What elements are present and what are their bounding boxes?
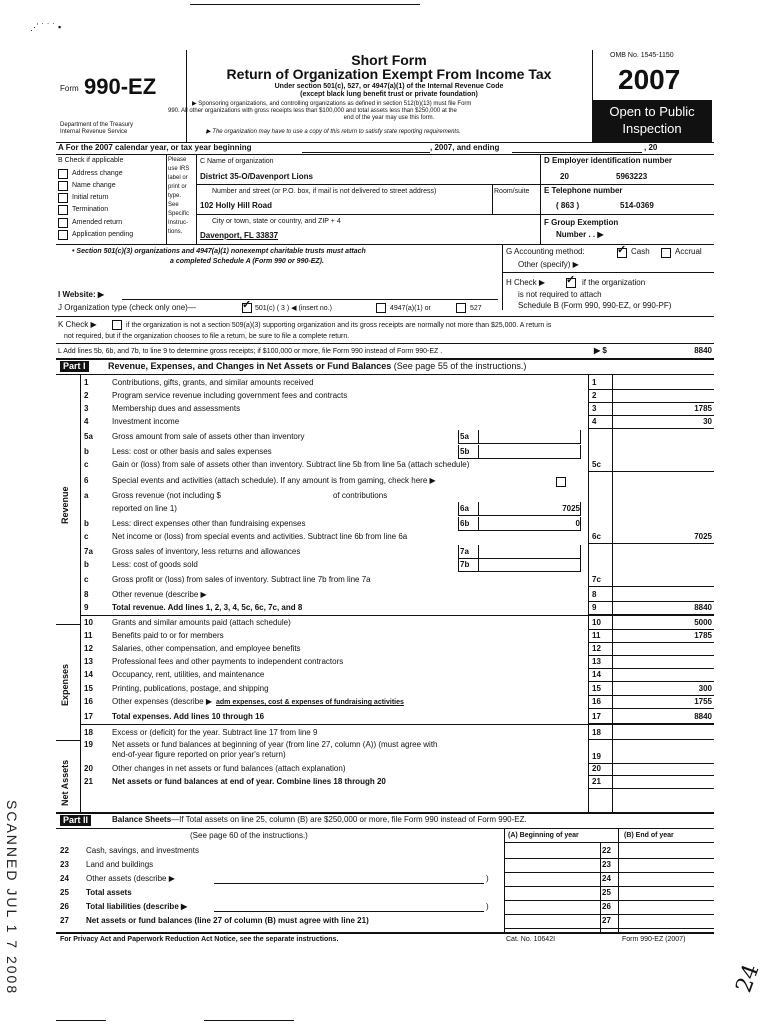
city-label: City or town, state or country, and ZIP + 4 xyxy=(212,218,341,225)
line-26-number: 19 xyxy=(84,740,93,749)
line-22-amount[interactable]: 300 xyxy=(698,684,712,693)
4947-label: 4947(a)(1) or xyxy=(390,305,431,312)
dept-treasury: Department of the Treasury xyxy=(60,122,134,128)
gross-receipts-label: L Add lines 5b, 6b, and 7b, to line 9 to determine gross receipts; if $100,000 or more, file Form 990 instead of Form 990-EZ . xyxy=(58,348,443,355)
bs-line-26-label: Total liabilities (describe ▶ xyxy=(86,902,188,911)
line-16-number: 9 xyxy=(84,603,89,612)
4947-checkbox[interactable] xyxy=(376,303,386,313)
scanned-stamp: SCANNED JUL 1 7 2008 xyxy=(4,800,20,996)
check-mark-icon: ✓ xyxy=(566,274,576,286)
line-12-sub-number: 7a xyxy=(460,547,469,556)
line-11-amount[interactable]: 7025 xyxy=(694,532,712,541)
bs-line-27-number: 27 xyxy=(60,916,69,925)
line-18-label: Benefits paid to or for members xyxy=(112,631,224,640)
line-10-sub-number: 6b xyxy=(460,519,470,528)
line-22-number: 15 xyxy=(84,684,93,693)
section-501-note: • Section 501(c)(3) organizations and 4947(a)(1) nonexempt charitable trusts must attach xyxy=(72,248,366,255)
initial-return-label: Initial return xyxy=(72,194,109,201)
part-2-title: Balance Sheets—If Total assets on line 25, column (B) are $250,000 or more, file Form 990 instead of Form 990-EZ. xyxy=(112,815,527,824)
bs-line-26-paren: ) xyxy=(486,902,489,911)
expenses-side-label: Expenses xyxy=(60,663,70,706)
form-number: 990-EZ xyxy=(84,74,157,99)
k-check-label: K Check ▶ xyxy=(58,320,97,329)
line-22-label: Printing, publications, postage, and shipping xyxy=(112,684,269,693)
bs-line-26-number: 26 xyxy=(60,902,69,911)
b-check-label: B Check if applicable xyxy=(58,157,124,164)
line-24-number: 17 xyxy=(84,712,93,721)
line-23-number: 16 xyxy=(84,697,93,706)
line-3-amount[interactable]: 30 xyxy=(703,417,712,426)
line-17-box-number: 10 xyxy=(592,618,601,627)
gross-receipts-value[interactable]: 8840 xyxy=(694,346,712,355)
line-14-box-number: 7c xyxy=(592,575,601,584)
line-6-number: c xyxy=(84,460,89,469)
line-19-label: Salaries, other compensation, and employee benefits xyxy=(112,644,301,653)
sponsoring-line1: ▶ Sponsoring organizations, and controlling organizations as defined in section 512(b)(13) must file Form xyxy=(192,101,472,107)
line-0-number: 1 xyxy=(84,378,89,387)
line-16-amount[interactable]: 8840 xyxy=(694,603,712,612)
k-check-text-2: not required, but if the organization chooses to file a return, be sure to file a complete return. xyxy=(64,333,350,340)
name-change-checkbox[interactable] xyxy=(58,181,68,191)
open-public-label: Open to Public xyxy=(609,104,695,119)
line-18-amount[interactable]: 1785 xyxy=(694,631,712,640)
line-14-number: c xyxy=(84,575,89,584)
except-note: (except black lung benefit trust or private foundation) xyxy=(300,91,478,98)
line-23-amount[interactable]: 1755 xyxy=(694,697,712,706)
termination-checkbox[interactable] xyxy=(58,205,68,215)
line-20-number: 13 xyxy=(84,657,93,666)
line-8-number: a xyxy=(84,491,89,500)
line-10-number: b xyxy=(84,519,89,528)
phone-label: E Telephone number xyxy=(544,186,623,195)
accrual-checkbox[interactable] xyxy=(661,248,671,258)
bs-line-25-box-number: 25 xyxy=(602,888,611,897)
part-2-see-note: (See page 60 of the instructions.) xyxy=(190,831,308,840)
bs-line-25-number: 25 xyxy=(60,888,69,897)
accrual-label: Accrual xyxy=(675,247,702,256)
name-change-label: Name change xyxy=(72,182,116,189)
line-15-label: Other revenue (describe ▶ xyxy=(112,590,207,599)
line-19-number: 12 xyxy=(84,644,93,653)
bs-line-25-label: Total assets xyxy=(86,888,132,897)
schedule-a-note: a completed Schedule A (Form 990 or 990-EZ). xyxy=(170,258,324,265)
col-a-header: (A) Beginning of year xyxy=(508,832,579,839)
line-28-box-number: 21 xyxy=(592,777,601,786)
line-26-box-number: 19 xyxy=(592,752,601,761)
line-21-label: Occupancy, rent, utilities, and maintenance xyxy=(112,670,265,679)
cash-label: Cash xyxy=(631,247,650,256)
sponsoring-line3: end of the year may use this form. xyxy=(343,115,435,121)
bs-line-23-box-number: 23 xyxy=(602,860,611,869)
line-9-sub-amount[interactable]: 7025 xyxy=(562,504,580,513)
line-11-box-number: 6c xyxy=(592,532,601,541)
phone-value[interactable]: 514-0369 xyxy=(620,201,654,210)
revenue-side-label: Revenue xyxy=(60,486,70,524)
street-value[interactable]: 102 Holly Hill Road xyxy=(200,201,273,210)
527-checkbox[interactable] xyxy=(456,303,466,313)
line-2-label: Membership dues and assessments xyxy=(112,404,241,413)
h-check-text: if the organization xyxy=(582,278,646,287)
inspection-label: Inspection xyxy=(622,121,682,136)
h-check-text-2: is not required to attach xyxy=(518,290,602,299)
tax-year: 2007 xyxy=(618,64,681,95)
part-1-title: Revenue, Expenses, and Changes in Net Assets or Fund Balances (See page 55 of the instructions.) xyxy=(108,361,527,371)
line-11-label: Net income or (loss) from special events and activities. Subtract line 6b from line 6a xyxy=(112,532,408,541)
termination-label: Termination xyxy=(72,206,109,213)
line-16-label: Total revenue. Add lines 1, 2, 3, 4, 5c, 6c, 7c, and 8 xyxy=(112,603,303,612)
bs-line-24-paren: ) xyxy=(486,874,489,883)
amended-return-label: Amended return xyxy=(72,219,123,226)
group-exemption-label: F Group Exemption xyxy=(544,218,619,227)
line-9-sub-number: 6a xyxy=(460,504,469,513)
phone-area[interactable]: ( 863 ) xyxy=(556,201,580,210)
line-27-number: 20 xyxy=(84,764,93,773)
line-25-label: Excess or (deficit) for the year. Subtract line 17 from line 9 xyxy=(112,728,318,737)
line-4-label: Gross amount from sale of assets other than inventory xyxy=(112,432,305,441)
line-14-label: Gross profit or (loss) from sales of inventory. Subtract line 7b from line 7a xyxy=(112,575,371,584)
line-27-label: Other changes in net assets or fund balances (attach explanation) xyxy=(112,764,346,773)
line-5-number: b xyxy=(84,447,89,456)
privacy-notice: For Privacy Act and Paperwork Reduction Act Notice, see the separate instructions. xyxy=(60,936,339,943)
line-24-box-number: 17 xyxy=(592,712,601,721)
bs-line-27-box-number: 27 xyxy=(602,916,611,925)
line-2-number: 3 xyxy=(84,404,89,413)
line-9-label: reported on line 1) xyxy=(112,504,177,513)
line-26-label: Net assets or fund balances at beginning of year (from line 27, column (A)) (must agree with end-of-year figure reported on prior year's return) xyxy=(112,740,438,759)
please-use-label: Please use IRS label or print or type. See Specific Instruc- tions. xyxy=(168,157,190,235)
line-28-label: Net assets or fund balances at end of year. Combine lines 18 through 20 xyxy=(112,777,386,786)
line-1-number: 2 xyxy=(84,391,89,400)
line-18-number: 11 xyxy=(84,631,93,640)
short-form-title: Short Form xyxy=(351,52,427,68)
copy-note: ▶ The organization may have to use a copy of this return to satisfy state reporting requirements. xyxy=(206,129,461,135)
line-2-amount[interactable]: 1785 xyxy=(694,404,712,413)
line-3-box-number: 4 xyxy=(592,417,597,426)
k-checkbox[interactable] xyxy=(112,320,122,330)
ein-label: D Employer identification number xyxy=(544,156,673,165)
h-check-label: H Check ▶ xyxy=(506,278,546,287)
bs-line-22-number: 22 xyxy=(60,846,69,855)
sponsoring-line2: 990. All other organizations with gross receipts less than $100,000 and total assets less than $250,000 at the xyxy=(168,108,457,114)
org-name-label: C Name of organization xyxy=(200,158,274,165)
org-type-label: J Organization type (check only one)— xyxy=(58,303,196,312)
k-check-text: if the organization is not a section 509(a)(3) supporting organization and its gross receipts are normally not more than $25,000. A return is xyxy=(126,322,552,329)
line-8-label: Gross revenue (not including $ of contributions xyxy=(112,491,388,500)
line-2-box-number: 3 xyxy=(592,404,597,413)
line-19-box-number: 12 xyxy=(592,644,601,653)
check-mark-icon: ✓ xyxy=(242,299,252,311)
application-pending-checkbox[interactable] xyxy=(58,230,68,240)
line-13-label: Less: cost of goods sold xyxy=(112,560,198,569)
line-5-sub-number: 5b xyxy=(460,447,470,456)
line-5-label: Less: cost or other basis and sales expenses xyxy=(112,447,272,456)
address-change-label: Address change xyxy=(72,170,123,177)
initial-return-checkbox[interactable] xyxy=(58,193,68,203)
line-a-end: , 20 xyxy=(644,143,658,152)
bs-line-23-number: 23 xyxy=(60,860,69,869)
city-value[interactable]: Davenport, FL 33837 xyxy=(200,231,279,240)
line-20-box-number: 13 xyxy=(592,657,601,666)
bs-line-24-box-number: 24 xyxy=(602,874,611,883)
line-23-label: Other expenses (describe ▶ adm expenses, cost & expenses of fundraising activities xyxy=(112,697,404,706)
street-label: Number and street (or P.O. box, if mail is not delivered to street address) xyxy=(212,188,437,195)
part-1-label: Part I xyxy=(60,361,89,372)
ein-value[interactable]: 5963223 xyxy=(616,172,648,181)
cat-number: Cat. No. 10642I xyxy=(506,936,556,943)
line-17-amount[interactable]: 5000 xyxy=(694,618,712,627)
line-25-number: 18 xyxy=(84,728,93,737)
irs-label: Internal Revenue Service xyxy=(60,129,128,135)
line-0-box-number: 1 xyxy=(592,378,597,387)
scan-marks: ⋰ ˙ ˙ ˙ ▪ xyxy=(30,22,62,32)
net-assets-side-label: Net Assets xyxy=(60,759,70,806)
line-21-box-number: 14 xyxy=(592,670,601,679)
bs-line-24-label: Other assets (describe ▶ xyxy=(86,874,175,883)
line-4-number: 5a xyxy=(84,432,93,441)
ein-prefix[interactable]: 20 xyxy=(560,172,569,181)
line-1-label: Program service revenue including government fees and contracts xyxy=(112,391,348,400)
bs-line-23-label: Land and buildings xyxy=(86,860,154,869)
line-a-label: A For the 2007 calendar year, or tax year beginning xyxy=(58,143,252,152)
line-6-box-number: 5c xyxy=(592,460,601,469)
line-12-label: Gross sales of inventory, less returns and allowances xyxy=(112,547,301,556)
line-17-label: Grants and similar amounts paid (attach schedule) xyxy=(112,618,291,627)
line-13-number: b xyxy=(84,560,89,569)
part-2-label: Part II xyxy=(60,815,91,826)
line-13-sub-number: 7b xyxy=(460,560,470,569)
footer-form-number: Form 990-EZ (2007) xyxy=(622,936,686,943)
bs-line-26-box-number: 26 xyxy=(602,902,611,911)
line-24-amount[interactable]: 8840 xyxy=(694,712,712,721)
line-21-number: 14 xyxy=(84,670,93,679)
room-suite-label: Room/suite xyxy=(494,188,530,195)
h-check-text-3: Schedule B (Form 990, 990-EZ, or 990-PF) xyxy=(518,301,672,310)
line-6-label: Gain or (loss) from sale of assets other than inventory. Subtract line 5b from line 5a (attach schedule) xyxy=(112,460,470,469)
amended-return-checkbox[interactable] xyxy=(58,218,68,228)
line-24-label: Total expenses. Add lines 10 through 16 xyxy=(112,712,265,721)
form-title: Return of Organization Exempt From Income Tax xyxy=(226,66,552,82)
handwritten-mark: 24 xyxy=(731,961,765,996)
line-15-box-number: 8 xyxy=(592,590,597,599)
col-b-header: (B) End of year xyxy=(624,832,674,839)
line-22-box-number: 15 xyxy=(592,684,601,693)
bs-line-22-box-number: 22 xyxy=(602,846,611,855)
line-a-mid: , 2007, and ending xyxy=(430,143,500,152)
application-pending-label: Application pending xyxy=(72,231,134,238)
line-11-number: c xyxy=(84,532,89,541)
line-7-number: 6 xyxy=(84,476,89,485)
website-label: I Website: ▶ xyxy=(58,290,105,299)
omb-number: OMB No. 1545-1150 xyxy=(610,52,674,59)
line-4-sub-number: 5a xyxy=(460,432,469,441)
line-18-box-number: 11 xyxy=(592,631,601,640)
line-10-label: Less: direct expenses other than fundraising expenses xyxy=(112,519,306,528)
527-label: 527 xyxy=(470,305,482,312)
form-word: Form xyxy=(60,84,79,93)
check-mark-icon: ✓ xyxy=(617,244,627,256)
line-3-label: Investment income xyxy=(112,417,180,426)
line-15-number: 8 xyxy=(84,590,89,599)
bs-line-24-number: 24 xyxy=(60,874,69,883)
501c-label: 501(c) ( 3 ) ◀ (insert no.) xyxy=(255,305,332,312)
gaming-checkbox[interactable] xyxy=(556,477,566,487)
line-28-number: 21 xyxy=(84,777,93,786)
line-27-box-number: 20 xyxy=(592,764,601,773)
line-25-box-number: 18 xyxy=(592,728,601,737)
group-exemption-number: Number . . ▶ xyxy=(556,230,604,239)
accounting-method-label: G Accounting method: xyxy=(506,247,585,256)
org-name-value[interactable]: District 35-O/Davenport Lions xyxy=(200,172,313,181)
line-17-number: 10 xyxy=(84,618,93,627)
line-23-box-number: 16 xyxy=(592,697,601,706)
line-1-box-number: 2 xyxy=(592,391,597,400)
under-section: Under section 501(c), 527, or 4947(a)(1) of the Internal Revenue Code xyxy=(274,83,504,90)
bs-line-22-label: Cash, savings, and investments xyxy=(86,846,199,855)
address-change-checkbox[interactable] xyxy=(58,169,68,179)
line-16-box-number: 9 xyxy=(592,603,597,612)
line-12-number: 7a xyxy=(84,547,93,556)
bs-line-27-label: Net assets or fund balances (line 27 of column (B) must agree with line 21) xyxy=(86,916,369,925)
gross-receipts-arrow: ▶ $ xyxy=(594,346,607,355)
other-method-label: Other (specify) ▶ xyxy=(518,260,579,269)
line-10-sub-amount[interactable]: 0 xyxy=(575,519,580,528)
line-20-label: Professional fees and other payments to independent contractors xyxy=(112,657,344,666)
line-3-number: 4 xyxy=(84,417,89,426)
line-0-label: Contributions, gifts, grants, and similar amounts received xyxy=(112,378,314,387)
line-7-label: Special events and activities (attach schedule). If any amount is from gaming, check here ▶ xyxy=(112,476,436,485)
